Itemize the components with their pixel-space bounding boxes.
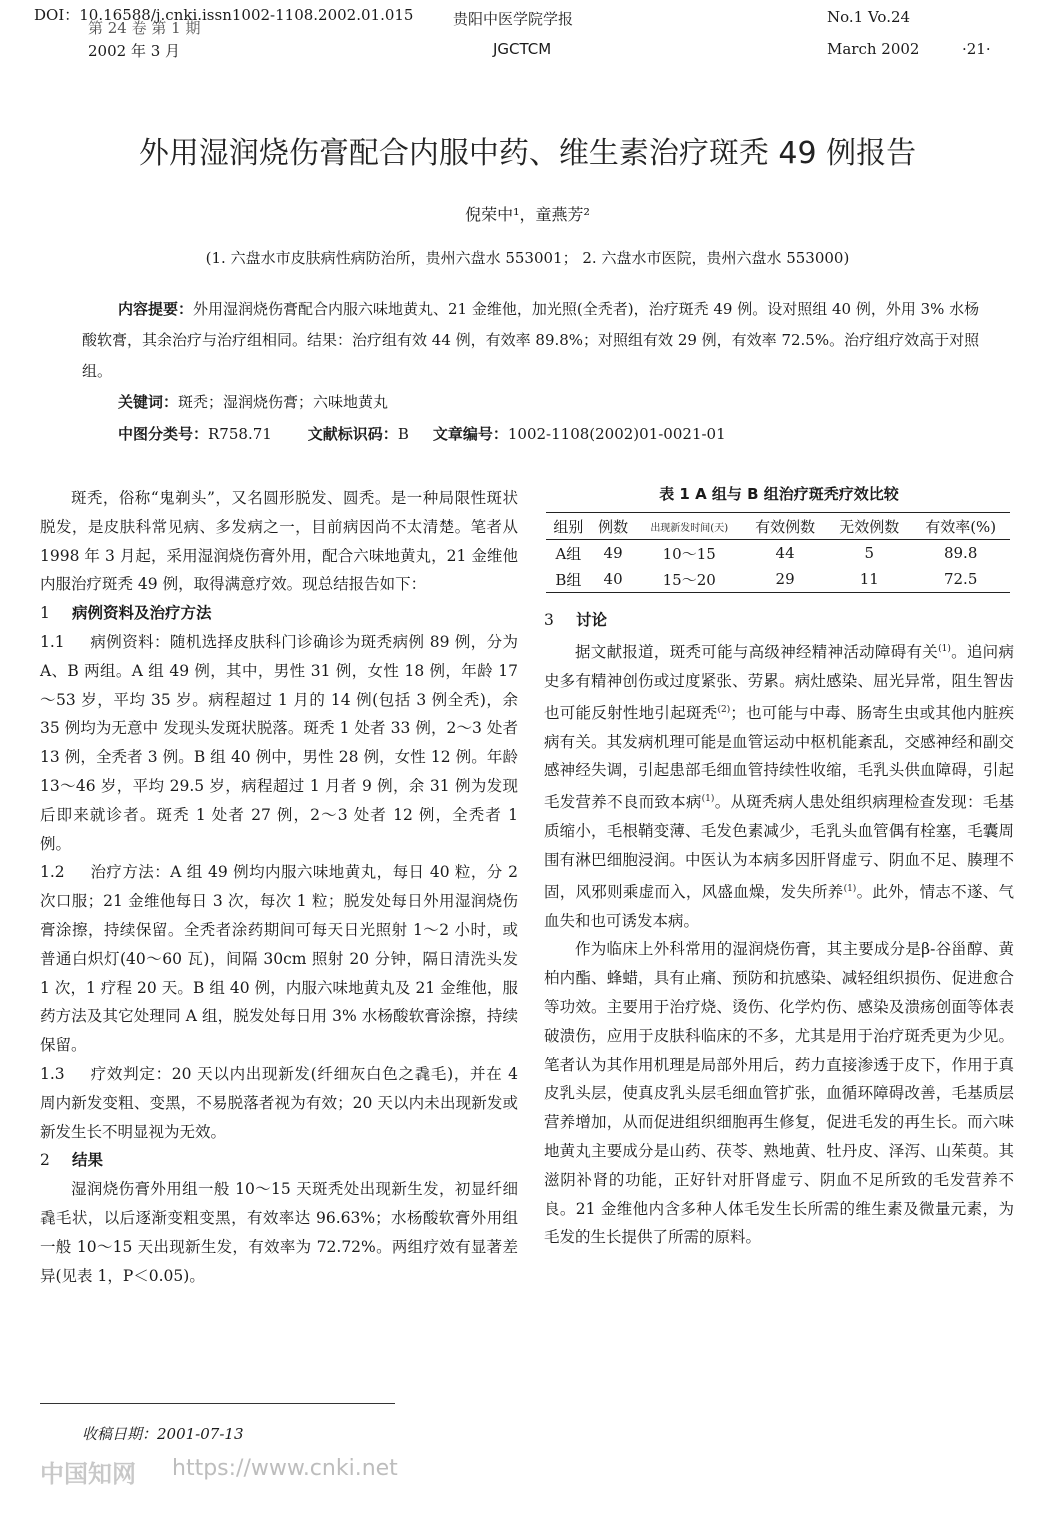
volume-issue-cn: 第 24 卷 第 1 期: [88, 19, 201, 37]
section-1-2: 1.2 治疗方法：A 组 49 例均内服六味地黄丸，每日 40 粒，分 2 次口服；21 金维他每日 3 次，每次 1 粒；脱发处每日外用湿润烧伤膏涂擦，持续保留。全秃者涂药期间可每天日光照射 1～2 小时，或普通白炽灯(40～60 瓦)，间隔 30cm 照射 20 分钟，隔日清洗头发 1 次，1 疗程 20 天。B 组 40 例，内服六味地黄丸及 21 金维他，服药方法及其它处理同 A 组，脱发处每日用 3% 水杨酸软膏涂擦，持续保留。: [40, 863, 518, 1055]
table-cell: 15～20: [662, 570, 716, 589]
section-1-heading: 1 病例资料及治疗方法: [40, 604, 212, 623]
page-number: ·21·: [962, 40, 991, 58]
cnki-logo: 中国知网: [40, 1460, 136, 1488]
table-cell: 89.8: [943, 544, 978, 562]
intro-paragraph: 斑秃，俗称“鬼剃头”，又名圆形脱发、圆秃。是一种局限性斑状脱发，是皮肤科常见病、多发病之一，目前病因尚不太清楚。笔者从 1998 年 3 月起，采用湿润烧伤膏外用，配合六味地黄丸，21 金维他内服治疗斑秃 49 例，取得满意疗效。现总结报告如下：: [40, 489, 518, 594]
table-row: [546, 540, 1010, 567]
abstract-text: 外用湿润烧伤膏配合内服六味地黄丸、21 金维他，加光照(全秃者)，治疗斑秃 49 例。设对照组 40 例，外用 3% 水杨酸软膏，其余治疗与治疗组相同。结果：治疗组有效 44 例，有效率 89.8%；对照组有效 29 例，有效率 72.5%。治疗组疗效高于对照组。: [82, 300, 980, 380]
table-cell: 72.5: [943, 570, 978, 588]
table-header-cell: 组别: [553, 517, 584, 536]
table-cell: 49: [603, 544, 623, 562]
doc-code-label: 文献标识码：: [307, 425, 398, 443]
abstract: [82, 294, 980, 387]
right-column: [544, 606, 1014, 1252]
table-cell: B组: [555, 570, 582, 589]
authors: 倪荣中¹，童燕芳²: [465, 205, 590, 224]
table-header-cell: 无效例数: [839, 517, 900, 536]
clc-number: R758.71: [208, 425, 272, 443]
journal-name-cn: 贵阳中医学院学报: [453, 10, 574, 28]
table-header-cell: 有效率(%): [925, 517, 997, 536]
table-header-row: [546, 513, 1010, 540]
table-cell: 5: [864, 544, 875, 562]
doi: DOI：10.16588/j.cnki.issn1002-1108.2002.01.015: [34, 6, 414, 24]
article-title: 外用湿润烧伤膏配合内服中药、维生素治疗斑秃 49 例报告: [138, 136, 917, 171]
keywords-line: [118, 391, 388, 412]
article-number: 1002-1108(2002)01-0021-01: [507, 425, 726, 443]
table-cell: 40: [603, 570, 623, 588]
table-1-title: 表 1 A 组与 B 组治疗斑秃疗效比较: [659, 485, 899, 503]
discussion-paragraph-1: 据文献报道，斑秃可能与高级神经精神活动障碍有关$^{(1)}$。追问病史多有精神创伤或过度紧张、劳累。病灶感染、屈光异常，阻生智齿也可能反射性地引起斑秃$^{(2)}$；也可能与中毒、肠寄生虫或其他内脏疾病有关。其发病机理可能是血管运动中枢机能紊乱，交感神经和副交感神经失调，引起患部毛细血管持续性收缩，毛乳头供血障碍，引起毛发营养不良而致本病$^{(1)}$。从斑秃病人患处组织病理检查发现：毛基质缩小，毛根鞘变薄、毛发色素减少，毛乳头血管偶有栓塞，毛囊周围有淋巴细胞浸润。中医认为本病多因肝肾虚亏、阴血不足、腠理不固，风邪则乘虚而入，风盛血燥，发失所养$^{(1)}$。此外，情志不遂、气血失和也可诱发本病。: [544, 642, 1014, 930]
reference-marker: (1): [843, 883, 857, 894]
article-no-label: 文章编号：: [432, 425, 508, 443]
table-header-cell: 例数: [598, 517, 629, 536]
issue-volume-en: No.1 Vo.24: [827, 8, 911, 26]
clc-label: 中图分类号：: [118, 425, 209, 443]
table-cell: 11: [859, 570, 879, 588]
date-cn: 2002 年 3 月: [88, 42, 181, 60]
footnote-divider: [40, 1403, 395, 1404]
table-cell: 29: [775, 570, 795, 588]
table-cell: 44: [775, 544, 795, 562]
table-header-cell: 有效例数: [755, 517, 816, 536]
reference-marker: (2): [717, 704, 731, 715]
doc-code: B: [397, 425, 409, 443]
abstract-label: 内容提要：: [118, 300, 194, 318]
table-cell: A组: [555, 544, 582, 563]
keywords: 斑秃；湿润烧伤膏；六味地黄丸: [178, 393, 389, 411]
section-3-heading: 3 讨论: [544, 611, 608, 629]
received-date: 收稿日期：2001-07-13: [82, 1425, 244, 1443]
section-1-3: 1.3 疗效判定：20 天以内出现新发(纤细灰白色之毳毛)，并在 4 周内新发变粗、变黑，不易脱落者视为有效；20 天以内未出现新发或新发生长不明显视为无效。: [40, 1064, 518, 1141]
affiliations: (1. 六盘水市皮肤病性病防治所，贵州六盘水 553001； 2. 六盘水市医院，贵州六盘水 553000): [205, 249, 850, 267]
reference-marker: (1): [938, 643, 951, 654]
results-paragraph: 湿润烧伤膏外用组一般 10～15 天斑秃处出现新生发，初显纤细毳毛状，以后逐渐变粗变黑，有效率达 96.63%；水杨酸软膏外用组一般 10～15 天出现新生发，有效率为 72.72%。两组疗效有显著差异(见表 1，P＜0.05)。: [40, 1180, 518, 1285]
keywords-label: 关键词：: [118, 393, 179, 411]
cnki-url: https://www.cnki.net: [172, 1456, 398, 1481]
left-column: [40, 484, 518, 1290]
discussion-paragraph-2: 作为临床上外科常用的湿润烧伤膏，其主要成分是β-谷甾醇、黄柏内酯、蜂蜡，具有止痛、预防和抗感染、减轻组织损伤、促进愈合等功效。主要用于治疗烧、烫伤、化学灼伤、感染及溃疡创面等体表破溃伤，应用于皮肤科临床的不多，尤其是用于治疗斑秃更为少见。笔者认为其作用机理是局部外用后，药力直接渗透于皮下，作用于真皮乳头层，使真皮乳头层毛细血管扩张，血循环障碍改善，毛基质层营养增加，从而促进组织细胞再生修复，促进毛发的再生长。而六味地黄丸主要成分是山药、茯苓、熟地黄、牡丹皮、泽泻、山茱萸。其滋阴补肾的功能，正好针对肝肾虚亏、阴血不足所致的毛发营养不良。21 金维他内含多种人体毛发生长所需的维生素及微量元素，为毛发的生长提供了所需的原料。: [544, 940, 1014, 1247]
table-row: [546, 566, 1010, 593]
journal-name-en: JGCTCM: [493, 40, 552, 58]
section-2-heading: 2 结果: [40, 1151, 104, 1170]
table-cell: 10～15: [662, 544, 716, 563]
table-header-cell: 出现新发时间(天): [650, 522, 729, 534]
table-1: [546, 512, 1010, 593]
date-en: March 2002: [827, 40, 920, 58]
section-1-1: 1.1 病例资料：随机选择皮肤科门诊确诊为斑秃病例 89 例，分为 A、B 两组。A 组 49 例，其中，男性 31 例，女性 18 例，年龄 17～53 岁，平均 35 岁。病程超过 1 月的 14 例(包括 3 例全秃)，余 35 例均为无意中 发现头发斑状脱落。斑秃 1 处者 33 例，2～3 处者 13 例，全秃者 3 例。B 组 40 例中，男性 28 例，女性 12 例。年龄 13～46 岁，平均 29.5 岁，病程超过 1 月者 9 例，余 31 例为发现后即来就诊者。斑秃 1 处者 27 例，2～3 处者 12 例，全秃者 1 例。: [40, 632, 518, 853]
classification-line: [118, 423, 726, 444]
reference-marker: (1): [701, 794, 715, 805]
